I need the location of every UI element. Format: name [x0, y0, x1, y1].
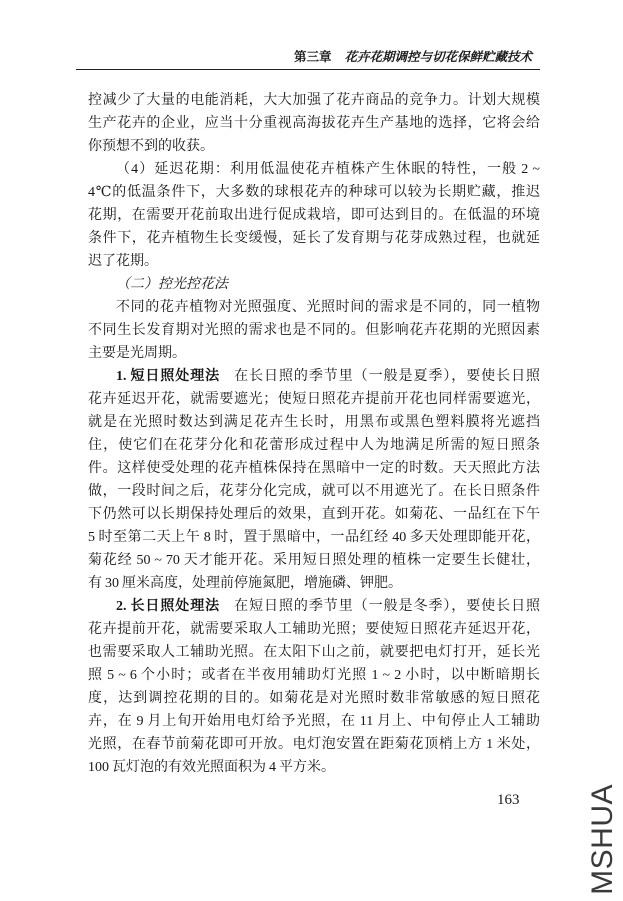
body-text: [88, 89, 540, 779]
text-line: （4）延迟花期：利用低温使花卉植株产生休眠的特性，一般 2 ~: [116, 162, 540, 177]
section-heading: （二）控光控花法: [116, 277, 228, 292]
text-line: 生产花卉的企业，应当十分重视高海拔花卉生产基地的选择，它将会给: [88, 116, 540, 131]
running-head-title: 花卉花期调控与切花保鲜贮藏技术: [344, 50, 532, 64]
text-line: 件。这样使受处理的花卉植株保持在黑暗中一定的时数。天天照此方法: [88, 461, 540, 476]
page-number: 163: [497, 792, 520, 808]
text-run: 在短日照的季节里（一般是冬季），要使长日照: [234, 599, 541, 614]
watermark: MSHUA: [586, 784, 619, 895]
text-line: 条件下，花卉植物生长变缓慢，延长了发育期与花芽成熟过程，也就延: [88, 231, 540, 246]
paragraph: [88, 158, 540, 273]
method-title: 1. 短日照处理法: [116, 369, 221, 384]
text-run: 在长日照的季节里（一般是夏季），要使长日照: [234, 369, 541, 384]
text-line: 控减少了大量的电能消耗，大大加强了花卉商品的竞争力。计划大规模: [88, 93, 540, 108]
text-line: 菊花经 50 ~ 70 天才能开花。采用短日照处理的植株一定要生长健壮，: [88, 553, 540, 568]
text-line: 不同生长发育期对光照的需求也是不同的。但影响花卉花期的光照因素: [88, 323, 540, 338]
paragraph: [88, 365, 540, 595]
text-line: 做，一段时间之后，花芽分化完成，就可以不用遮光了。在长日照条件: [88, 484, 540, 499]
text-line: 100 瓦灯泡的有效光照面积为 4 平方米。: [88, 760, 335, 775]
text-line: [88, 595, 540, 618]
text-line: 不同的花卉植物对光照强度、光照时间的需求是不同的，同一植物: [116, 300, 540, 315]
text-line: 花期，在需要开花前取出进行促成栽培，即可达到目的。在低温的环境: [88, 208, 540, 223]
chapter-label: 第三章: [293, 50, 332, 64]
text-line: 就是在光照时数达到满足花卉生长时，用黑布或黑色塑料膜将光遮挡: [88, 415, 540, 430]
text-line: 住，使它们在花芽分化和花蕾形成过程中人为地满足所需的短日照条: [88, 438, 540, 453]
text-line: 花卉延迟开花，就需要遮光；使短日照花卉提前开花也同样需要遮光，: [88, 392, 540, 407]
text-line: 5 时至第二天上午 8 时，置于黑暗中，一品红经 40 多天处理即能开花，: [88, 530, 540, 545]
paragraph: [88, 595, 540, 779]
header-rule: [76, 69, 540, 70]
method-title: 2. 长日照处理法: [116, 599, 221, 614]
text-line: 度，达到调控花期的目的。如菊花是对光照时数非常敏感的短日照花: [88, 691, 540, 706]
text-line: 花卉提前开花，就需要采取人工辅助光照；要使短日照花卉延迟开花，: [88, 622, 540, 637]
text-line: 主要是光周期。: [88, 346, 186, 361]
text-line: 下仍然可以长期保持处理后的效果，直到开花。如菊花、一品红在下午: [88, 507, 540, 522]
text-line: 卉，在 9 月上旬开始用电灯给予光照，在 11 月上、中旬停止人工辅助: [88, 714, 540, 729]
text-line: 也需要采取人工辅助光照。在太阳下山之前，就要把电灯打开，延长光: [88, 645, 540, 660]
text-line: 迟了花期。: [88, 254, 158, 269]
text-line: 照 5 ~ 6 个小时；或者在半夜用辅助灯光照 1 ~ 2 小时，以中断暗期长: [88, 668, 540, 683]
text-line: 你预想不到的收获。: [88, 139, 214, 154]
text-line: 4℃的低温条件下，大多数的球根花卉的种球可以较为长期贮藏，推迟: [88, 185, 540, 200]
text-line: 光照，在春节前菊花即可开放。电灯泡安置在距菊花顶梢上方 1 米处，: [88, 737, 540, 752]
text-line: 有 30 厘米高度，处理前停施氮肥，增施磷、钾肥。: [88, 576, 402, 591]
paragraph: [88, 89, 540, 158]
paragraph: [88, 296, 540, 365]
running-head: [294, 49, 532, 65]
text-line: [88, 365, 540, 388]
